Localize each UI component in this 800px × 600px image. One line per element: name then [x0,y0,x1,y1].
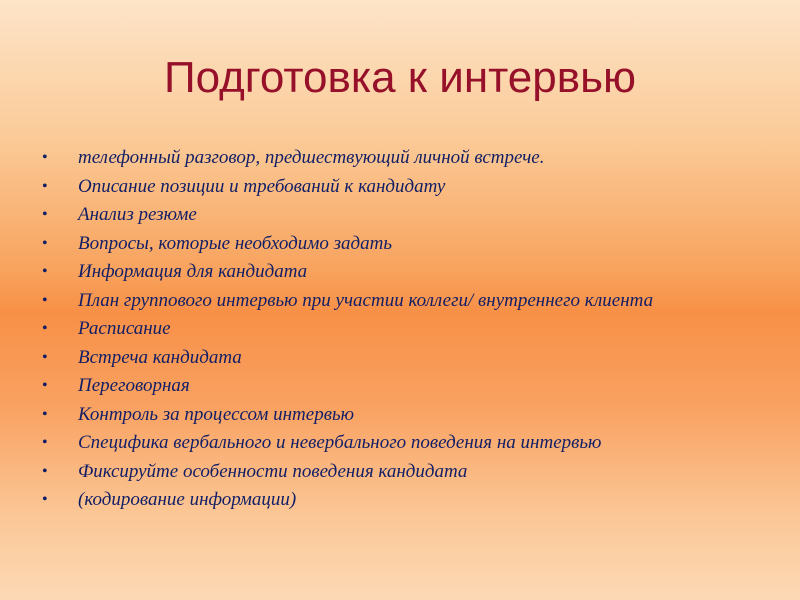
list-item [42,431,722,456]
list-item-text: Описание позиции и требований к кандидату [78,175,446,197]
bullet-icon: • [42,377,48,394]
list-item [42,374,722,399]
list-item-text: Специфика вербального и невербального поведения на интервью [78,432,602,453]
list-item [42,203,722,228]
list-item [42,346,722,371]
list-item-text: Контроль за процессом интервью [78,403,354,425]
list-item [42,289,722,314]
list-item [42,260,722,285]
list-item-text: (кодирование информации) [78,489,297,510]
bullet-icon: • [42,462,48,480]
bullet-icon: • [42,405,48,423]
list-item-text: Фиксируйте особенности поведения кандидата [78,460,468,482]
list-item-text: Расписание [78,318,171,339]
bullet-icon: • [42,348,48,366]
list-item-text: Вопросы, которые необходимо задать [78,232,392,254]
bullet-icon: • [42,291,48,309]
bullet-icon: • [42,263,48,280]
list-item-text: Встреча кандидата [78,346,242,368]
list-item [42,232,722,257]
bullet-icon: • [42,177,48,195]
bullet-icon: • [42,149,48,166]
list-item [42,175,722,200]
list-item [42,403,722,428]
list-item [42,488,722,513]
list-item-text: телефонный разговор, предшествующий личной встрече. [78,147,545,168]
list-item-text: Анализ резюме [78,204,197,225]
bullet-icon: • [42,234,48,252]
bullet-icon: • [42,491,48,508]
list-item-text: Переговорная [78,375,190,396]
list-item [42,460,722,485]
bullet-icon: • [42,206,48,223]
bullet-icon: • [42,434,48,451]
list-item [42,317,722,342]
list-item-text: План группового интервью при участии коллеги/ внутреннего клиента [78,289,654,311]
bullet-list [42,146,722,517]
list-item-text: Информация для кандидата [78,261,308,282]
list-item [42,146,722,171]
slide-title: Подготовка к интервью [163,53,637,102]
bullet-icon: • [42,320,48,337]
